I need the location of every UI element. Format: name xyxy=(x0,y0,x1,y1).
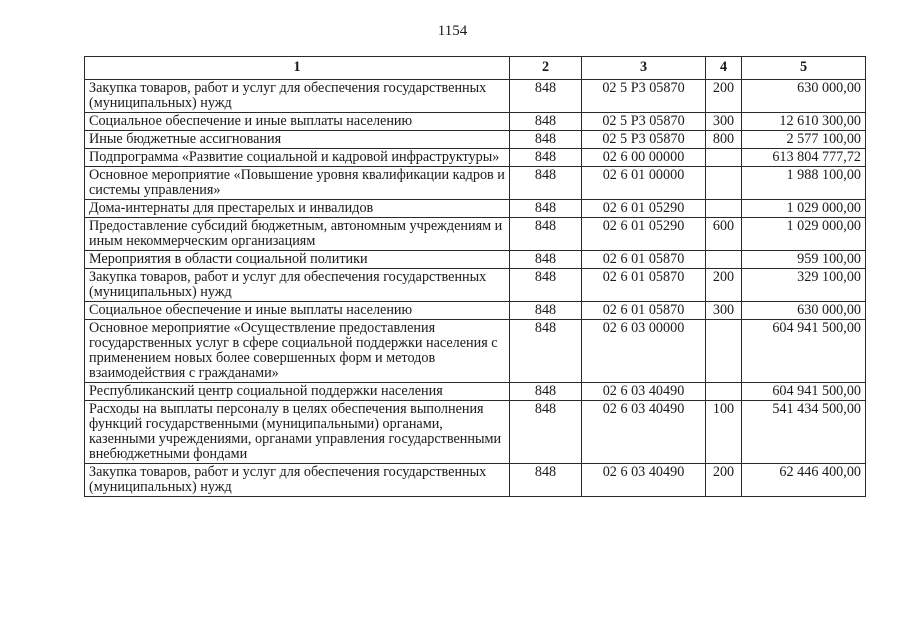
table-row xyxy=(85,383,866,401)
amount-cell: 1 988 100,00 xyxy=(742,167,866,200)
row-name-cell: Закупка товаров, работ и услуг для обеспечения государственных (муниципальных) нужд xyxy=(85,80,510,113)
amount-cell: 329 100,00 xyxy=(742,269,866,302)
table-row xyxy=(85,113,866,131)
target-article-cell: 02 6 03 40490 xyxy=(582,383,706,401)
ministry-code-cell: 848 xyxy=(510,401,582,464)
amount-cell: 604 941 500,00 xyxy=(742,383,866,401)
target-article-cell: 02 5 Р3 05870 xyxy=(582,80,706,113)
ministry-code-cell: 848 xyxy=(510,131,582,149)
amount-cell: 959 100,00 xyxy=(742,251,866,269)
ministry-code-cell: 848 xyxy=(510,80,582,113)
table-row xyxy=(85,167,866,200)
row-name-cell: Основное мероприятие «Повышение уровня квалификации кадров и системы управления» xyxy=(85,167,510,200)
amount-cell: 630 000,00 xyxy=(742,302,866,320)
target-article-cell: 02 6 01 05290 xyxy=(582,200,706,218)
target-article-cell: 02 6 01 05290 xyxy=(582,218,706,251)
table-row xyxy=(85,200,866,218)
table-header-row xyxy=(85,57,866,80)
ministry-code-cell: 848 xyxy=(510,200,582,218)
expense-type-cell: 100 xyxy=(706,401,742,464)
expense-type-cell xyxy=(706,149,742,167)
table-row xyxy=(85,269,866,302)
target-article-cell: 02 6 00 00000 xyxy=(582,149,706,167)
table-body xyxy=(85,80,866,497)
table-row xyxy=(85,464,866,497)
expense-type-cell: 300 xyxy=(706,113,742,131)
column-header: 1 xyxy=(85,57,510,80)
amount-cell: 604 941 500,00 xyxy=(742,320,866,383)
ministry-code-cell: 848 xyxy=(510,251,582,269)
target-article-cell: 02 5 Р3 05870 xyxy=(582,131,706,149)
row-name-cell: Республиканский центр социальной поддержки населения xyxy=(85,383,510,401)
amount-cell: 62 446 400,00 xyxy=(742,464,866,497)
row-name-cell: Мероприятия в области социальной политики xyxy=(85,251,510,269)
amount-cell: 630 000,00 xyxy=(742,80,866,113)
row-name-cell: Подпрограмма «Развитие социальной и кадровой инфраструктуры» xyxy=(85,149,510,167)
row-name-cell: Закупка товаров, работ и услуг для обеспечения государственных (муниципальных) нужд xyxy=(85,464,510,497)
ministry-code-cell: 848 xyxy=(510,113,582,131)
column-header: 4 xyxy=(706,57,742,80)
row-name-cell: Социальное обеспечение и иные выплаты населению xyxy=(85,113,510,131)
row-name-cell: Дома-интернаты для престарелых и инвалидов xyxy=(85,200,510,218)
ministry-code-cell: 848 xyxy=(510,167,582,200)
target-article-cell: 02 6 01 05870 xyxy=(582,251,706,269)
ministry-code-cell: 848 xyxy=(510,269,582,302)
amount-cell: 613 804 777,72 xyxy=(742,149,866,167)
expense-type-cell: 800 xyxy=(706,131,742,149)
column-header: 5 xyxy=(742,57,866,80)
target-article-cell: 02 6 03 40490 xyxy=(582,464,706,497)
expense-type-cell xyxy=(706,200,742,218)
table-row xyxy=(85,80,866,113)
ministry-code-cell: 848 xyxy=(510,320,582,383)
expense-type-cell xyxy=(706,251,742,269)
table-row xyxy=(85,251,866,269)
target-article-cell: 02 6 01 00000 xyxy=(582,167,706,200)
target-article-cell: 02 6 03 00000 xyxy=(582,320,706,383)
table-row xyxy=(85,302,866,320)
column-header: 3 xyxy=(582,57,706,80)
page-number: 1154 xyxy=(437,23,468,39)
target-article-cell: 02 6 03 40490 xyxy=(582,401,706,464)
expense-type-cell: 200 xyxy=(706,269,742,302)
table-row xyxy=(85,131,866,149)
expense-type-cell xyxy=(706,320,742,383)
row-name-cell: Предоставление субсидий бюджетным, автономным учреждениям и иным некоммерческим организациям xyxy=(85,218,510,251)
amount-cell: 2 577 100,00 xyxy=(742,131,866,149)
budget-table xyxy=(84,56,866,497)
row-name-cell: Иные бюджетные ассигнования xyxy=(85,131,510,149)
target-article-cell: 02 5 Р3 05870 xyxy=(582,113,706,131)
ministry-code-cell: 848 xyxy=(510,218,582,251)
column-header: 2 xyxy=(510,57,582,80)
amount-cell: 12 610 300,00 xyxy=(742,113,866,131)
table-row xyxy=(85,149,866,167)
table-row xyxy=(85,320,866,383)
ministry-code-cell: 848 xyxy=(510,464,582,497)
expense-type-cell: 200 xyxy=(706,464,742,497)
expense-type-cell: 600 xyxy=(706,218,742,251)
row-name-cell: Закупка товаров, работ и услуг для обеспечения государственных (муниципальных) нужд xyxy=(85,269,510,302)
table-row xyxy=(85,218,866,251)
ministry-code-cell: 848 xyxy=(510,383,582,401)
row-name-cell: Основное мероприятие «Осуществление предоставления государственных услуг в сфере социальной поддержки населения с применением новых более совершенных форм и методов взаимодействия с гражданами» xyxy=(85,320,510,383)
expense-type-cell: 300 xyxy=(706,302,742,320)
amount-cell: 541 434 500,00 xyxy=(742,401,866,464)
expense-type-cell xyxy=(706,383,742,401)
row-name-cell: Социальное обеспечение и иные выплаты населению xyxy=(85,302,510,320)
table-row xyxy=(85,401,866,464)
target-article-cell: 02 6 01 05870 xyxy=(582,269,706,302)
ministry-code-cell: 848 xyxy=(510,302,582,320)
target-article-cell: 02 6 01 05870 xyxy=(582,302,706,320)
ministry-code-cell: 848 xyxy=(510,149,582,167)
amount-cell: 1 029 000,00 xyxy=(742,218,866,251)
expense-type-cell xyxy=(706,167,742,200)
row-name-cell: Расходы на выплаты персоналу в целях обеспечения выполнения функций государственными (муниципальными) органами, казенными учреждениями, органами управления государственными внебюджетными фондами xyxy=(85,401,510,464)
expense-type-cell: 200 xyxy=(706,80,742,113)
amount-cell: 1 029 000,00 xyxy=(742,200,866,218)
